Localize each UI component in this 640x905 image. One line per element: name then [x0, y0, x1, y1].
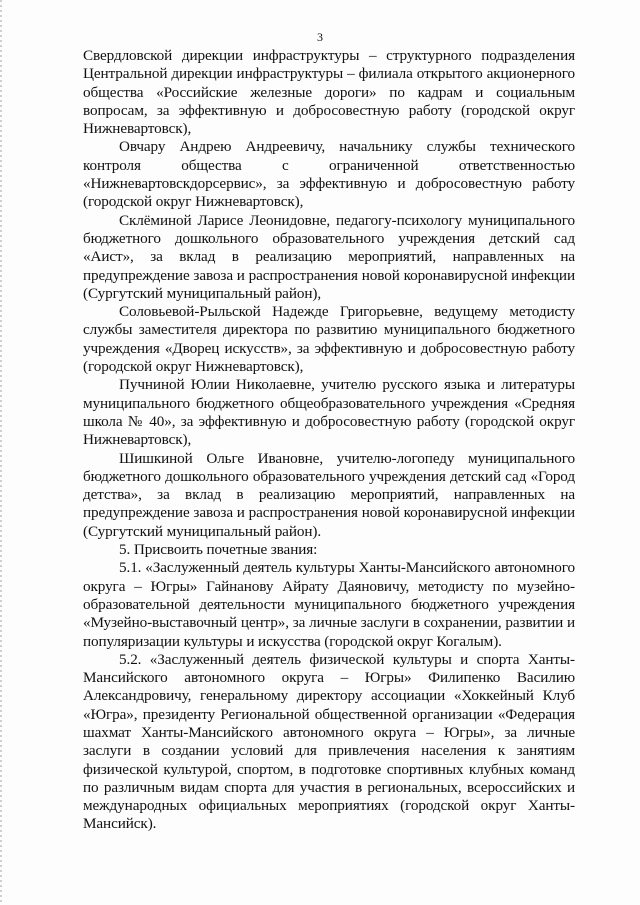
item-5-2: 5.2. «Заслуженный деятель физической культуры и спорта Ханты-Мансийского автономного округа – Югры» Филипенко Василию Александровичу, генеральному директору ассоциации «Хоккейный Клуб «Югра», президенту Региональной общественной организации «Федерация шахмат Ханты-Мансийского автономного округа – Югры», за личные заслуги в создании условий для привлечения населения к занятиям физической культурой, спортом, в подготовке спортивных клубных команд по различным видам спорта для участия в региональных, всероссийских и международных официальных мероприятиях (городской округ Ханты-Мансийск). — [83, 650, 575, 833]
item-5-1: 5.1. «Заслуженный деятель культуры Ханты-Мансийского автономного округа – Югры» Гайнанову Айрату Даяновичу, методисту по музейно-образовательной деятельности муниципального бюджетного учреждения «Музейно-выставочный центр», за личные заслуги в сохранении, развитии и популяризации культуры и искусства (городской округ Когалым). — [83, 559, 575, 650]
paragraph-sklemina: Склёминой Ларисе Леонидовне, педагогу-психологу муниципального бюджетного дошкольного образовательного учреждения детский сад «Аист», за вклад в реализацию мероприятий, направленных на предупреждение завоза и распространения новой коронавирусной инфекции (Сургутский муниципальный район), — [83, 211, 575, 302]
paragraph-ovchar: Овчару Андрею Андреевичу, начальнику службы технического контроля общества с ограниченной ответственностью «Нижневартовскдорсервис», за эффективную и добросовестную работу (городской округ Нижневартовск), — [83, 138, 575, 211]
paragraph-puchnina: Пучниной Юлии Николаевне, учителю русского языка и литературы муниципального бюджетного общеобразовательного учреждения «Средняя школа № 40», за эффективную и добросовестную работу (городской округ Нижневартовск), — [83, 376, 575, 449]
section-5-heading: 5. Присвоить почетные звания: — [119, 541, 318, 559]
paragraph-shishkina: Шишкиной Ольге Ивановне, учителю-логопеду муниципального бюджетного дошкольного образовательного учреждения детский сад «Город детства», за вклад в реализацию мероприятий, направленных на предупреждение завоза и распространения новой коронавирусной инфекции (Сургутский муниципальный район). — [83, 449, 575, 540]
scan-edge — [0, 0, 2, 905]
page-number: 3 — [317, 30, 323, 44]
paragraph-sverdlovsk: Свердловской дирекции инфраструктуры – структурного подразделения Центральной дирекции инфраструктуры – филиала открытого акционерного общества «Российские железные дороги» по кадрам и социальным вопросам, за эффективную и добросовестную работу (городской округ Нижневартовск), — [83, 47, 575, 138]
document-body — [83, 47, 575, 834]
paragraph-solovieva: Соловьевой-Рыльской Надежде Григорьевне, ведущему методисту службы заместителя директора по развитию муниципального бюджетного учреждения «Дворец искусств», за эффективную и добросовестную работу (городской округ Нижневартовск), — [83, 303, 575, 376]
